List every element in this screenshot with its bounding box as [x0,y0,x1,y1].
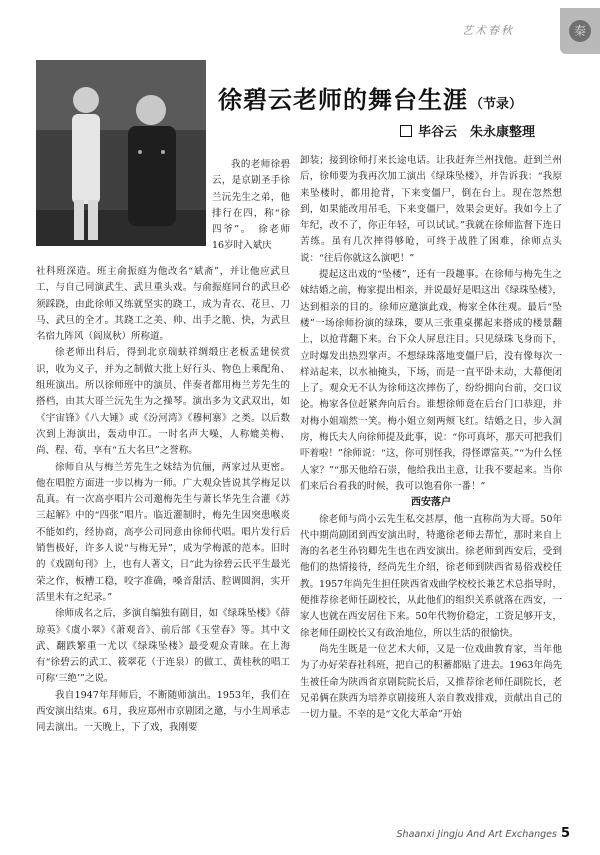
article-title: 徐碧云老师的舞台生涯 [218,86,468,114]
article-authors: 毕谷云 朱永康整理 [418,125,536,140]
paragraph: 提起这出戏的“坠楼”，还有一段趣事。在徐师与梅先生之妹结婚之前，梅家提出相亲，并说最好是唱这出《绿珠坠楼》，达到相亲的目的。徐师应邀演此戏，梅家全体往观。最后“坠楼”一场徐师扮演的绿珠，要从三张重桌摞起来搭成的楼景翻上，以抢背翻下来。台下众人屏息注目。只见绿珠飞身而下，立时爆发出热烈掌声。不想绿珠落地变僵尸后，没有像每次一样站起来，以水袖掩头，下场，而是一直平卧未动，大幕便闭上了。观众无不认为徐师这次摔伤了，纷纷拥向台前，交口议论。梅家各位赶紧奔向后台。谁想徐师竟在后台门口恭迎，并对梅小姐端然一笑。梅小姐立刻两颊飞红。结婚之日，步入洞房，梅氏夫人向徐师提及此事，说：“你可真坏，那天可把我们吓着啦！”徐师说：“这，你可别怪我，得怪谭富英。”“为什么怪人家？”“那天他给石崇，他给我出主意，让我不要起来。当你们来后台看我的时候，我可以饱看你一番！” [300,269,562,492]
page-footer [397,826,570,841]
paragraph: 社科班深造。班主俞振庭为他改名“斌斋”，并让他应武旦工，与自己同演武生、武旦重头戏。与俞振庭同台的武旦必须踩跷，由此徐师又练就坚实的跷工，成为青衣、花旦、刀马、武旦的全才。其跷工之美、帅、出手之脆、快，为武旦名宿九阵风（阎岚秋）所称道。 [36,266,290,343]
section-heading: 西安落户 [411,497,451,509]
paragraph: 徐老师出科后，得到北京瑞蚨祥绸缎庄老板孟建侯赏识，收为义子，并为之制做大批上好行头、物色上乘配角、组班演出。所以徐师班中的演员、伴奏者都用梅兰芳先生的搭档，由其大哥兰沅先生为之操琴。演出多为文武双出，如《宇宙锋》《八大锤》或《汾河湾》《穆柯寨》之类。以后数次到上海演出，轰动申江。一时名声大噪，人称媲美梅、尚、程、荀，享有“五大名旦”之誉称。 [36,347,290,457]
intro-paragraph: 我的老师徐碧云，是京剧圣手徐兰沅先生之弟，他排行在四，称“徐四爷”。 徐老师16岁时入斌庆 [212,159,290,252]
paragraph: 徐师自从与梅兰芳先生之妹结为伉俪，两家过从更密。他在唱腔方面进一步以梅为一师。广大观众皆说其学梅足以乱真。有一次高亭唱片公司邀梅先生与萧长华先生合灌《苏三起解》中的“四张”唱片。临近灌制时，梅先生因突患喉炎不能如约，经协商，高亭公司同意由徐师代唱。唱片发行后销售极好，许多人说“与梅无异”，成为学梅派的范本。旧时的《戏剧旬刊》上，也有人著文，日“此为徐碧云氏平生最光荣之作，板槽工稳，咬字准确，嗓音甜活、腔调圆润，实开活里未有之纪录。” [36,461,290,603]
page-number: 5 [560,826,570,841]
section-tag: 艺术春秋 [462,24,514,37]
left-top-text-column [212,157,290,255]
journal-name: Shaanxi Jingju And Art Exchanges [396,829,557,840]
title-block [218,80,588,115]
paragraph: 徐师成名之后，多演自编独有剧目，如《绿珠坠楼》《薛琼英》《虞小翠》《萧观音》、前后部《玉堂春》等。其中文武、翻跌繁重一尤以《绿珠坠楼》最受观众青睐。在上海有“徐碧云的武工、筱翠花（于连泉）的做工、黄桂秋的唱工可称‘三绝’”之说。 [36,608,290,685]
corner-emblem [560,8,600,54]
historical-photo [36,60,206,246]
paragraph: 我自1947年拜师后，不断随师演出。1953年，我们在西安演出结束。6月，我应郑州市京剧团之邀，与小生周承志同去演出。一天晚上，下了戏，我刚要 [36,689,290,734]
author-line [400,121,535,140]
seal-icon: 秦 [569,20,591,42]
paragraph: 尚先生既是一位艺术大师，又是一位戏曲教育家，当年他为了办好荣春社科班，把自己的积蓄都贴了进去。1963年尚先生被任命为陕西省京剧院院长后，又推荐徐老师任副院长，老兄弟俩在陕西为培养京剧接班人亲自教戏排戏，贡献出自己的一切力量。不幸的是“文化大革命”开始 [300,643,562,721]
paragraph: 卸装；接到徐师打来长途电话。让我赶奔兰州找他。赶到兰州后，徐师要为我再次加工演出《绿珠坠楼》，并告诉我：“我原来坠楼时，都用抢背，下来变僵尸，倒在台上。现在忽然想到，如果能改用吊毛，下来变僵尸，效果会更好。我如今上了年纪，改不了，你正年轻，可以试试。”我就在徐师监督下连日苦练。虽有几次摔得够呛，可终于战胜了困难，徐师点头说：“往后你就这么演吧！” [300,155,562,264]
right-text-column [300,153,562,723]
paragraph: 徐老师与尚小云先生私交甚厚，他一直称尚为大哥。50年代中期尚剧团到西安演出时，特邀徐老师去帮忙，那时来自上海的名老生孙钧卿先生也在西安演出。徐老师到西安后，受到他们的热情接待，经尚先生介绍，徐老师到陕西省易俗戏校任教。1957年尚先生担任陕西省戏曲学校校长兼艺术总指导时，便推荐徐老师任副校长，从此他们的组织关系就落在西安，一家人也就在西安居住下来。50年代物价稳定，工资足够开支，徐老师任副校长又有政治地位，所以生活的很愉快。 [300,513,562,639]
article-subtitle: （节录） [470,97,523,112]
left-text-column [36,266,290,737]
square-bullet-icon [400,125,412,137]
